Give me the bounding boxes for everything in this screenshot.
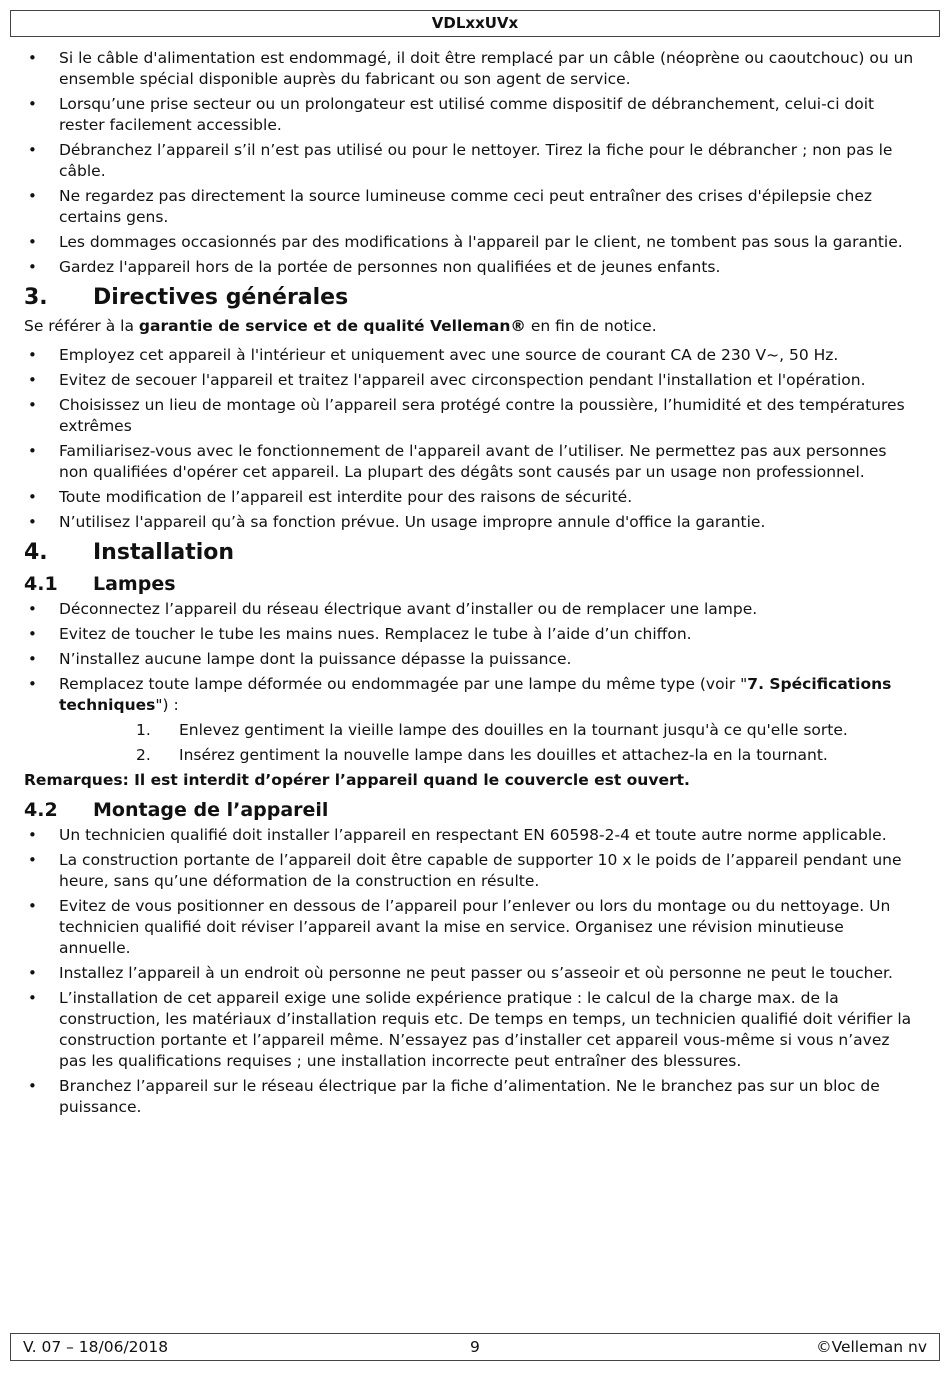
document-title: VDLxxUVx: [431, 14, 519, 32]
list-item: • Si le câble d'alimentation est endommagé, il doit être remplacé par un câble (néoprène ou caoutchouc) ou un ensemble spécial disponible auprès du fabricant ou son agent de service.: [24, 48, 920, 90]
remark-note: Remarques: Il est interdit d’opérer l’appareil quand le couvercle est ouvert.: [24, 771, 690, 789]
step-text: Insérez gentiment la nouvelle lampe dans les douilles et attachez-la en la tournant.: [179, 746, 828, 764]
page-number: 9: [470, 1338, 480, 1356]
mounting-list: [24, 825, 920, 1118]
general-guidelines-list: [24, 345, 920, 533]
section-title: Installation: [93, 540, 235, 565]
subsection-number: 4.2: [24, 799, 58, 821]
copyright: ©Velleman nv: [816, 1338, 927, 1356]
lamps-list: [24, 599, 920, 716]
step-number: 2.: [136, 746, 151, 764]
step-number: 1.: [136, 721, 151, 739]
list-item: • N’utilisez l'appareil qu’à sa fonction prévue. Un usage impropre annule d'office la garantie.: [24, 512, 920, 533]
list-item: • Installez l’appareil à un endroit où personne ne peut passer ou s’asseoir et où personne ne peut le toucher.: [24, 963, 920, 984]
list-item: • Ne regardez pas directement la source lumineuse comme ceci peut entraîner des crises d'épilepsie chez certains gens.: [24, 186, 920, 228]
list-item: • Un technicien qualifié doit installer l’appareil en respectant EN 60598-2-4 et toute autre norme applicable.: [24, 825, 920, 846]
page-footer: [10, 1333, 940, 1361]
page-content: [24, 48, 920, 1122]
list-item: • Débranchez l’appareil s’il n’est pas utilisé ou pour le nettoyer. Tirez la fiche pour le débrancher ; non pas le câble.: [24, 140, 920, 182]
safety-list: [24, 48, 920, 278]
list-item: • Evitez de vous positionner en dessous de l’appareil pour l’enlever ou lors du montage ou du nettoyage. Un technicien qualifié doit réviser l’appareil avant la mise en service. Organisez une révision minutieuse annuelle.: [24, 896, 920, 959]
version-date: V. 07 – 18/06/2018: [23, 1338, 169, 1356]
warranty-reference: garantie de service et de qualité Velleman®: [138, 317, 526, 335]
list-item: • La construction portante de l’appareil doit être capable de supporter 10 x le poids de l’appareil pendant une heure, sans qu’une déformation de la construction en résulte.: [24, 850, 920, 892]
list-item: • Familiarisez-vous avec le fonctionnement de l'appareil avant de l’utiliser. Ne permettez pas aux personnes non qualifiées d'opérer cet appareil. La plupart des dégâts sont causés par un usage non professionnel.: [24, 441, 920, 483]
list-item-text: Remplacez toute lampe déformée ou endommagée par une lampe du même type (voir ": [59, 675, 748, 693]
subsection-4-2-heading: [24, 797, 920, 823]
list-item: • Gardez l'appareil hors de la portée de personnes non qualifiées et de jeunes enfants.: [24, 257, 920, 278]
list-item: • L’installation de cet appareil exige une solide expérience pratique : le calcul de la charge max. de la construction, les matériaux d’installation requis etc. De temps en temps, un technicien qualifié doit vérifier la construction portante et l’appareil même. N’essayez pas d’installer cet appareil vous-même si vous n’avez pas les qualifications requises ; une installation incorrecte peut entraîner des blessures.: [24, 988, 920, 1072]
intro-text-end: en fin de notice.: [525, 317, 657, 335]
list-item: • N’installez aucune lampe dont la puissance dépasse la puissance.: [24, 649, 920, 670]
list-item: • Employez cet appareil à l'intérieur et uniquement avec une source de courant CA de 230 V~, 50 Hz.: [24, 345, 920, 366]
section-3-intro: [24, 316, 920, 337]
list-item: [24, 674, 920, 716]
specifications-reference: 7. Spécifications techniques: [59, 675, 892, 714]
list-item: • Déconnectez l’appareil du réseau électrique avant d’installer ou de remplacer une lampe.: [24, 599, 920, 620]
step-text: Enlevez gentiment la vieille lampe des douilles en la tournant jusqu'à ce qu'elle sorte.: [179, 721, 848, 739]
subsection-title: Lampes: [93, 573, 176, 595]
step-item: [24, 720, 920, 741]
step-item: [24, 745, 920, 766]
page-header: [10, 10, 940, 37]
list-item: • Evitez de toucher le tube les mains nues. Remplacez le tube à l’aide d’un chiffon.: [24, 624, 920, 645]
section-4-heading: [24, 539, 920, 567]
list-item: • Lorsqu’une prise secteur ou un prolongateur est utilisé comme dispositif de débranchement, celui-ci doit rester facilement accessible.: [24, 94, 920, 136]
list-item: • Les dommages occasionnés par des modifications à l'appareil par le client, ne tombent pas sous la garantie.: [24, 232, 920, 253]
list-item: • Branchez l’appareil sur le réseau électrique par la fiche d’alimentation. Ne le branchez pas sur un bloc de puissance.: [24, 1076, 920, 1118]
section-3-heading: [24, 284, 920, 312]
section-title: Directives générales: [93, 285, 349, 310]
subsection-4-1-heading: [24, 571, 920, 597]
list-item: • Evitez de secouer l'appareil et traitez l'appareil avec circonspection pendant l'installation et l'opération.: [24, 370, 920, 391]
section-number: 4.: [24, 540, 48, 565]
section-number: 3.: [24, 285, 48, 310]
subsection-number: 4.1: [24, 573, 58, 595]
list-item: • Toute modification de l’appareil est interdite pour des raisons de sécurité.: [24, 487, 920, 508]
intro-text: Se référer à la: [24, 317, 139, 335]
list-item: • Choisissez un lieu de montage où l’appareil sera protégé contre la poussière, l’humidité et des températures extrêmes: [24, 395, 920, 437]
list-item-text-end: ") :: [155, 696, 179, 714]
subsection-title: Montage de l’appareil: [93, 799, 329, 821]
lamp-replacement-steps: [24, 720, 920, 766]
